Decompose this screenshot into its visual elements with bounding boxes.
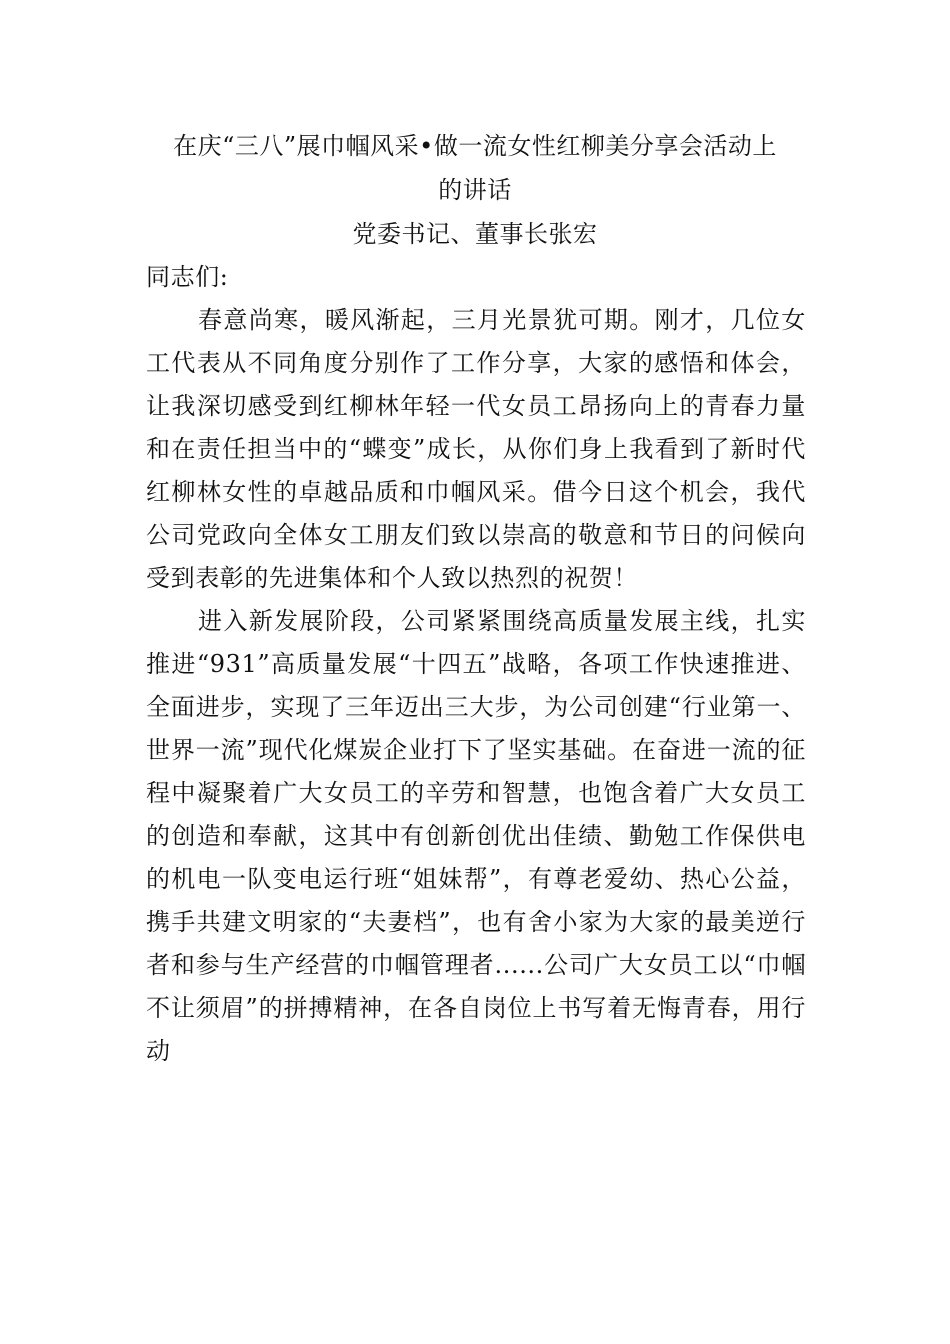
- salutation: 同志们:: [146, 263, 229, 291]
- speaker-byline: 党委书记、董事长张宏: [352, 220, 598, 248]
- paragraph-1: 春意尚寒，暖风渐起，三月光景犹可期。刚才，几位女工代表从不同角度分别作了工作分享，大家的感悟和体会，让我深切感受到红柳林年轻一代女员工昂扬向上的青春力量和在责任担当中的“蝶变”成长，从你们身上我看到了新时代红柳林女性的卓越品质和巾帼风采。借今日这个机会，我代公司党政向全体女工朋友们致以崇高的敬意和节日的问候向受到表彰的先进集体和个人致以热烈的祝贺！: [146, 306, 806, 592]
- document-title-line-1: 在庆“三八”展巾帼风采•做一流女性红柳美分享会活动上: [173, 132, 777, 160]
- document-title-line-2: 的讲话: [438, 176, 512, 204]
- document-body: [146, 256, 806, 1073]
- paragraph-2: 进入新发展阶段，公司紧紧围绕高质量发展主线，扎实推进“931”高质量发展“十四五”战略，各项工作快速推进、全面进步，实现了三年迈出三大步，为公司创建“行业第一、世界一流”现代化煤炭企业打下了坚实基础。在奋进一流的征程中凝聚着广大女员工的辛劳和智慧，也饱含着广大女员工的创造和奉献，这其中有创新创优出佳绩、勤勉工作保供电的机电一队变电运行班“姐妹帮”，有尊老爱幼、热心公益，携手共建文明家的“夫妻档”，也有舍小家为大家的最美逆行者和参与生产经营的巾帼管理者......公司广大女员工以“巾帼不让须眉”的拼搏精神，在各自岗位上书写着无悔青春，用行动: [146, 607, 806, 1065]
